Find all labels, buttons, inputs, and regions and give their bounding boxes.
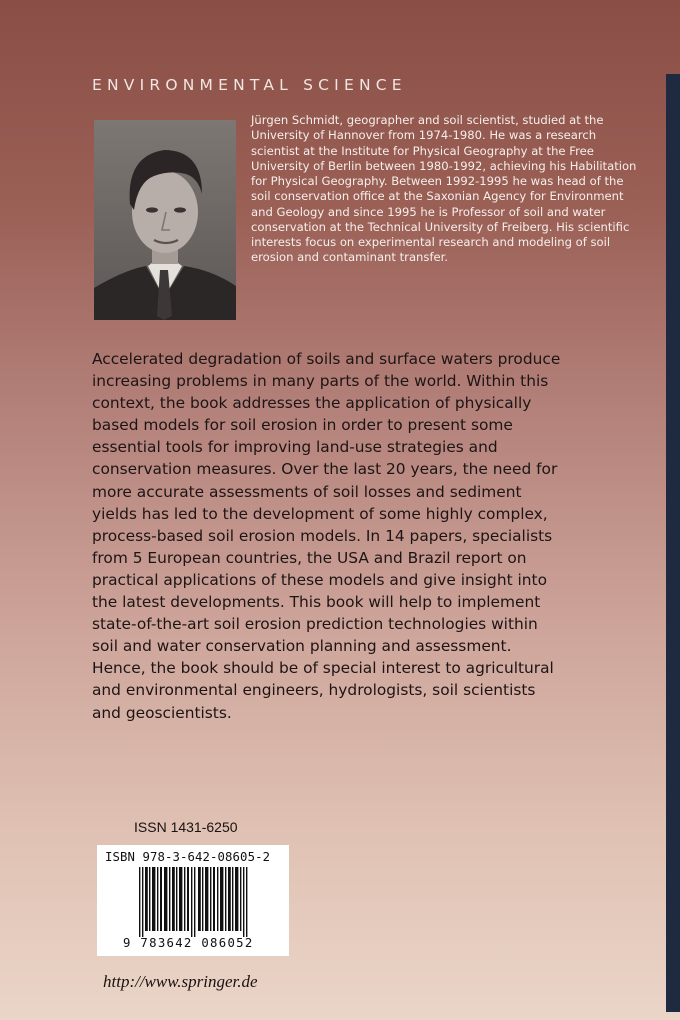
- series-label: ENVIRONMENTAL SCIENCE: [92, 76, 407, 94]
- book-description: Accelerated degradation of soils and surface waters produce increasing problems in many parts of the world. Within this context, the book addresses the application of physically based models for soil erosion in order to present some essential tools for improving land-use strategies and conservation measures. Over the last 20 years, the need for more accurate assessments of soil losses and sediment yields has led to the development of some highly complex, process-based soil erosion models. In 14 papers, specialists from 5 European countries, the USA and Brazil report on practical applications of these models and give insight into the latest developments. This book will help to implement state-of-the-art soil erosion prediction technologies within soil and water conservation planning and assessment. Hence, the book should be of special interest to agricultural and environmental engineers, hydrologists, soil scientists and geoscientists.: [92, 350, 561, 722]
- publisher-url[interactable]: http://www.springer.de: [103, 972, 258, 991]
- author-photo: [94, 120, 236, 320]
- issn-label: ISSN 1431-6250: [134, 819, 238, 835]
- spine-accent-bar: [666, 74, 680, 1012]
- author-bio: Jürgen Schmidt, geographer and soil scientist, studied at the University of Hannover from 1974-1980. He was a research scientist at the Institute for Physical Geography at the Free University of Berlin between 1980-1992, achieving his Habilitation for Physical Geography. Between 1992-1995 he was head of the soil conservation office at the Saxonian Agency for Environment and Geology and since 1995 he is Professor of soil and water conservation at the Technical University of Freiberg. His scientific interests focus on experimental research and modeling of soil erosion and contaminant transfer.: [251, 113, 637, 265]
- ean-digits: 9 783642 086052: [123, 936, 254, 950]
- isbn-barcode: [97, 845, 289, 956]
- isbn-text: ISBN 978-3-642-08605-2: [105, 850, 271, 864]
- barcode-bars: [139, 867, 251, 937]
